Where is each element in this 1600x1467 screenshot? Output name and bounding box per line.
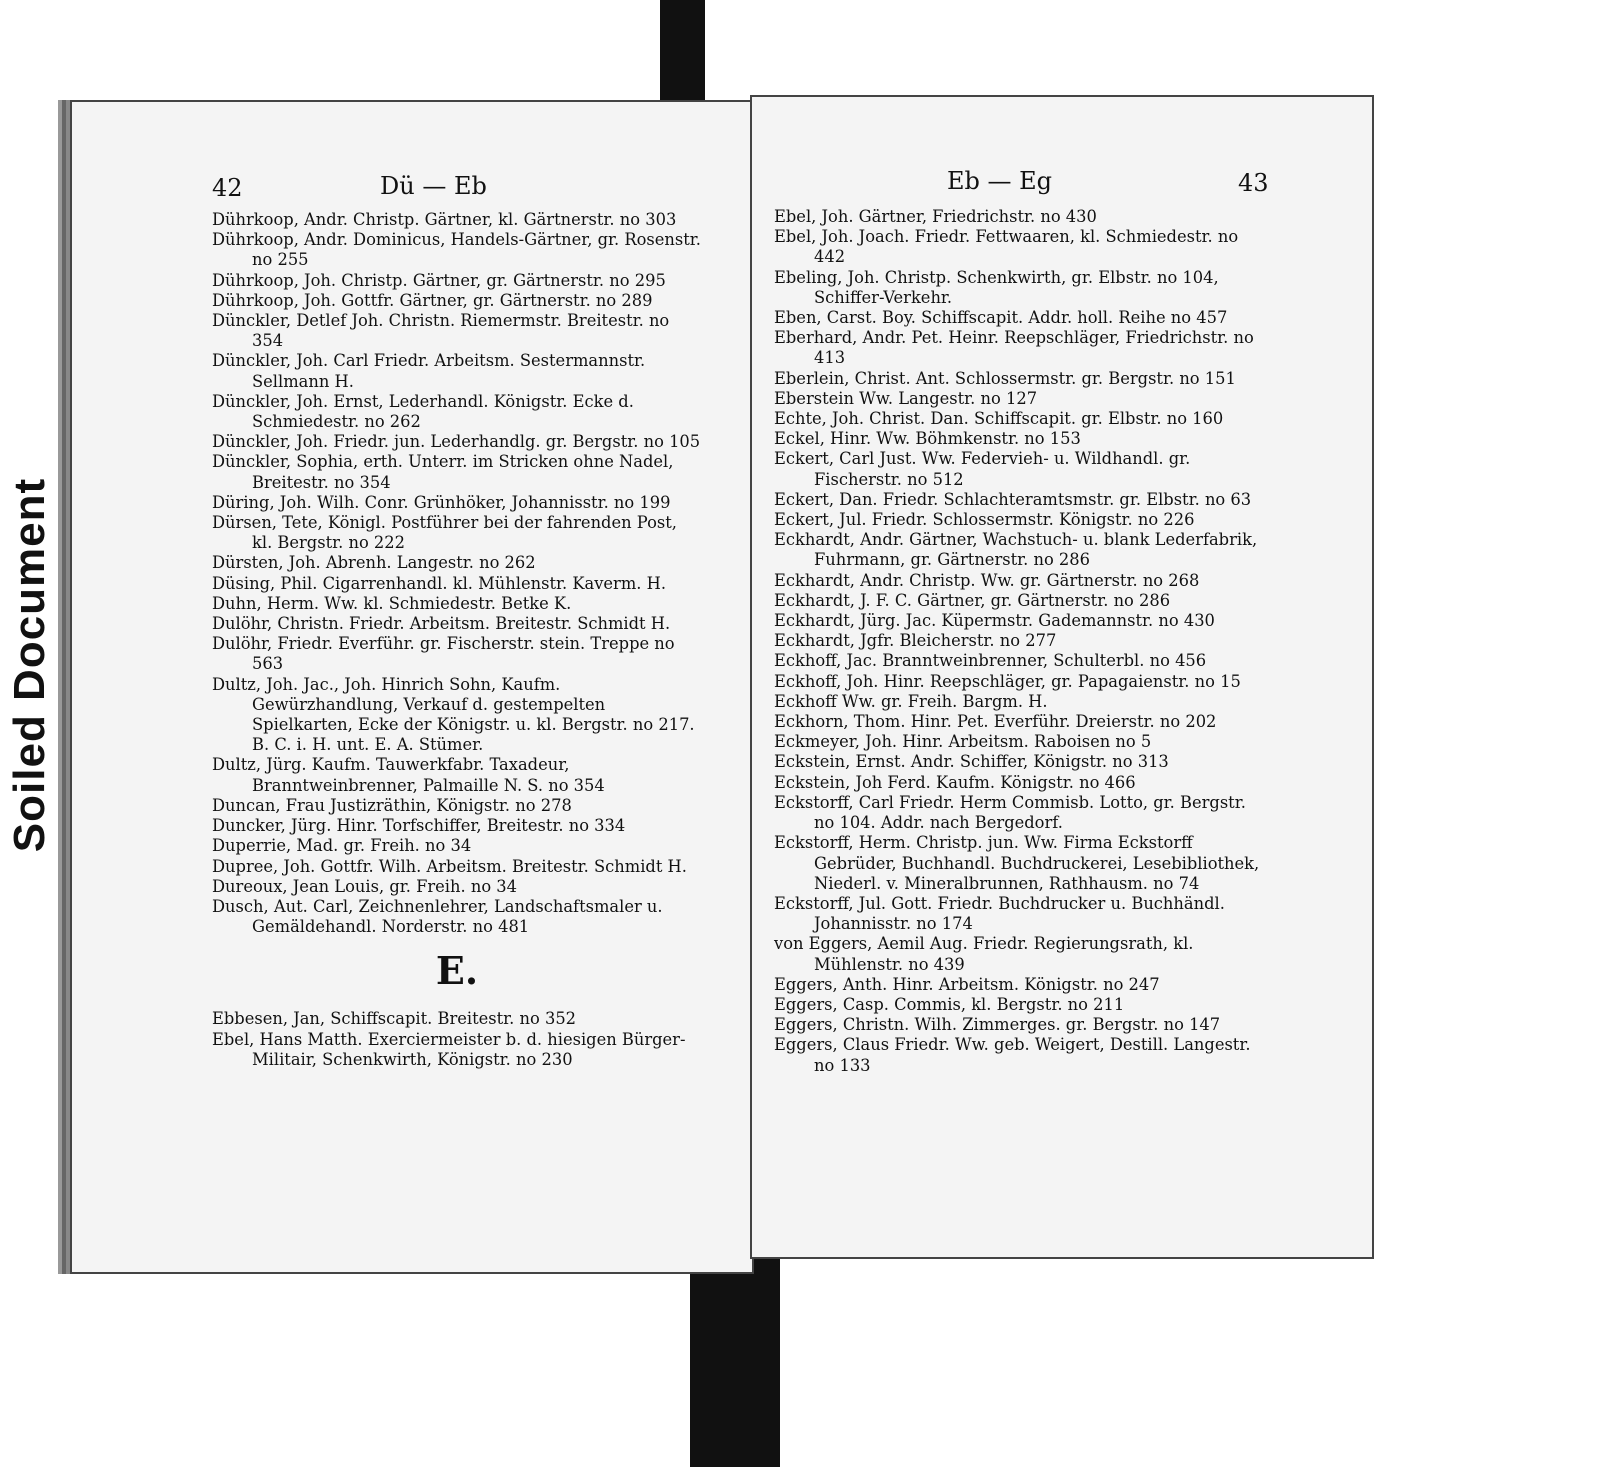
directory-entry: Eckhardt, Andr. Christp. Ww. gr. Gärtnerstr. no 268 [774, 570, 1200, 590]
left-page [70, 100, 754, 1274]
directory-entry: Ebeling, Joh. Christp. Schenkwirth, gr. Elbstr. no 104, Schiffer-Verkehr. [774, 267, 1219, 307]
directory-entry: Düring, Joh. Wilh. Conr. Grünhöker, Johannisstr. no 199 [212, 492, 671, 512]
directory-entry: Dünckler, Joh. Carl Friedr. Arbeitsm. Sestermannstr. Sellmann H. [212, 351, 646, 391]
directory-entry: Eckert, Carl Just. Ww. Federvieh- u. Wildhandl. gr. Fischerstr. no 512 [774, 449, 1191, 489]
binding-bar-bottom [690, 1250, 780, 1467]
spine-label-soiled: Soiled Document [5, 477, 54, 853]
directory-entry: Eckhardt, Jgfr. Bleicherstr. no 277 [774, 631, 1057, 651]
directory-entry: Dünckler, Sophia, erth. Unterr. im Stricken ohne Nadel, Breitestr. no 354 [212, 452, 674, 492]
directory-entry: Eggers, Anth. Hinr. Arbeitsm. Königstr. no 247 [774, 974, 1160, 994]
directory-entry: Dupree, Joh. Gottfr. Wilh. Arbeitsm. Breitestr. Schmidt H. [212, 856, 687, 876]
directory-entry: Dulöhr, Friedr. Everführ. gr. Fischerstr. stein. Treppe no 563 [212, 634, 675, 674]
directory-entry: Ebel, Hans Matth. Exerciermeister b. d. hiesigen Bürger-Militair, Schenkwirth, Königstr. no 230 [212, 1029, 686, 1069]
left-page-number: 42 [212, 174, 243, 202]
directory-entry: Duncker, Jürg. Hinr. Torfschiffer, Breitestr. no 334 [212, 816, 626, 836]
right-entry-column [774, 207, 1262, 1076]
left-entry-column [212, 210, 702, 1070]
directory-entry: Eckel, Hinr. Ww. Böhmkenstr. no 153 [774, 429, 1081, 449]
directory-entry: Duncan, Frau Justizräthin, Königstr. no 278 [212, 795, 572, 815]
directory-entry: Eckstorff, Jul. Gott. Friedr. Buchdrucker u. Buchhändl. Johannisstr. no 174 [774, 893, 1225, 934]
directory-entry: Eckhoff Ww. gr. Freih. Bargm. H. [774, 691, 1048, 711]
directory-entry: Eckert, Jul. Friedr. Schlossermstr. Königstr. no 226 [774, 510, 1195, 530]
directory-entry: Eckhorn, Thom. Hinr. Pet. Everführ. Dreierstr. no 202 [774, 712, 1217, 732]
directory-entry: Dünckler, Joh. Ernst, Lederhandl. Königstr. Ecke d. Schmiedestr. no 262 [212, 391, 634, 432]
binding-bar-top [660, 0, 705, 110]
directory-entry: Dührkoop, Andr. Christp. Gärtner, kl. Gärtnerstr. no 303 [212, 210, 677, 229]
right-page-number: 43 [1238, 169, 1269, 197]
directory-entry: Dünckler, Detlef Joh. Christn. Riemermstr. Breitestr. no 354 [212, 311, 670, 351]
directory-entry: Eckhardt, Andr. Gärtner, Wachstuch- u. blank Lederfabrik, Fuhrmann, gr. Gärtnerstr. no 286 [774, 530, 1258, 570]
directory-entry: Ebel, Joh. Joach. Friedr. Fettwaaren, kl. Schmiedestr. no 442 [774, 227, 1239, 267]
directory-entry: Eggers, Casp. Commis, kl. Bergstr. no 211 [774, 994, 1125, 1014]
directory-entry: Eberlein, Christ. Ant. Schlossermstr. gr. Bergstr. no 151 [774, 368, 1236, 388]
directory-entry: Dührkoop, Joh. Gottfr. Gärtner, gr. Gärtnerstr. no 289 [212, 290, 653, 310]
directory-entry: Eckhardt, Jürg. Jac. Küpermstr. Gademannstr. no 430 [774, 611, 1215, 631]
directory-entry: Duperrie, Mad. gr. Freih. no 34 [212, 836, 472, 856]
directory-entry: Ebel, Joh. Gärtner, Friedrichstr. no 430 [774, 207, 1097, 226]
directory-entry: Dührkoop, Andr. Dominicus, Handels-Gärtner, gr. Rosenstr. no 255 [212, 230, 701, 270]
directory-entry: Dürsen, Tete, Königl. Postführer bei der fahrenden Post, kl. Bergstr. no 222 [212, 513, 677, 553]
directory-entry: Eckhardt, J. F. C. Gärtner, gr. Gärtnerstr. no 286 [774, 590, 1171, 610]
right-page-header: Eb — Eg [947, 167, 1053, 195]
directory-entry: Eckmeyer, Joh. Hinr. Arbeitsm. Raboisen no 5 [774, 732, 1152, 752]
directory-entry: Eben, Carst. Boy. Schiffscapit. Addr. holl. Reihe no 457 [774, 308, 1228, 328]
left-page-header: Dü — Eb [380, 172, 487, 200]
directory-entry: Echte, Joh. Christ. Dan. Schiffscapit. gr. Elbstr. no 160 [774, 409, 1224, 429]
section-letter-e: E. [435, 948, 479, 994]
left-entries-after-list [212, 1009, 702, 1070]
directory-entry: Eckhoff, Jac. Branntweinbrenner, Schulterbl. no 456 [774, 651, 1207, 671]
directory-entry: Eckstorff, Herm. Christp. jun. Ww. Firma Eckstorff Gebrüder, Buchhandl. Buchdruckerei, Lesebibliothek, Niederl. v. Mineralbrunnen, Rathhausm. no 74 [774, 833, 1260, 893]
directory-entry: Eckstorff, Carl Friedr. Herm Commisb. Lotto, gr. Bergstr. no 104. Addr. nach Bergedorf. [774, 792, 1246, 833]
directory-entry: Dürsten, Joh. Abrenh. Langestr. no 262 [212, 553, 536, 573]
left-entries-list [212, 210, 702, 937]
directory-entry: Eckhoff, Joh. Hinr. Reepschläger, gr. Papagaienstr. no 15 [774, 671, 1241, 691]
right-entries-list [774, 207, 1262, 1076]
directory-entry: von Eggers, Aemil Aug. Friedr. Regierungsrath, kl. Mühlenstr. no 439 [774, 934, 1194, 974]
right-page [750, 95, 1374, 1259]
directory-entry: Dulöhr, Christn. Friedr. Arbeitsm. Breitestr. Schmidt H. [212, 614, 671, 634]
directory-entry: Eberstein Ww. Langestr. no 127 [774, 388, 1038, 408]
directory-entry: Eberhard, Andr. Pet. Heinr. Reepschläger, Friedrichstr. no 413 [774, 328, 1254, 368]
directory-entry: Dusch, Aut. Carl, Zeichnenlehrer, Landschaftsmaler u. Gemäldehandl. Norderstr. no 481 [212, 896, 663, 937]
directory-entry: Dultz, Jürg. Kaufm. Tauwerkfabr. Taxadeur, Branntweinbrenner, Palmaille N. S. no 354 [212, 755, 605, 795]
directory-entry: Dultz, Joh. Jac., Joh. Hinrich Sohn, Kaufm. Gewürzhandlung, Verkauf d. gestempelten Spielkarten, Ecke der Königstr. u. kl. Bergstr. no 217. B. C. i. H. unt. E. A. Stümer. [212, 674, 695, 755]
directory-entry: Eggers, Claus Friedr. Ww. geb. Weigert, Destill. Langestr. no 133 [774, 1035, 1251, 1075]
directory-entry: Eckert, Dan. Friedr. Schlachteramtsmstr. gr. Elbstr. no 63 [774, 489, 1252, 509]
directory-entry: Ebbesen, Jan, Schiffscapit. Breitestr. no 352 [212, 1009, 577, 1029]
directory-entry: Dührkoop, Joh. Christp. Gärtner, gr. Gärtnerstr. no 295 [212, 270, 666, 290]
directory-entry: Düsing, Phil. Cigarrenhandl. kl. Mühlenstr. Kaverm. H. [212, 573, 666, 593]
directory-entry: Dünckler, Joh. Friedr. jun. Lederhandlg. gr. Bergstr. no 105 [212, 432, 701, 452]
directory-entry: Eggers, Christn. Wilh. Zimmerges. gr. Bergstr. no 147 [774, 1015, 1221, 1035]
directory-entry: Duhn, Herm. Ww. kl. Schmiedestr. Betke K. [212, 593, 572, 613]
directory-entry: Eckstein, Joh Ferd. Kaufm. Königstr. no 466 [774, 772, 1136, 792]
directory-entry: Eckstein, Ernst. Andr. Schiffer, Königstr. no 313 [774, 752, 1169, 772]
directory-entry: Dureoux, Jean Louis, gr. Freih. no 34 [212, 876, 518, 896]
